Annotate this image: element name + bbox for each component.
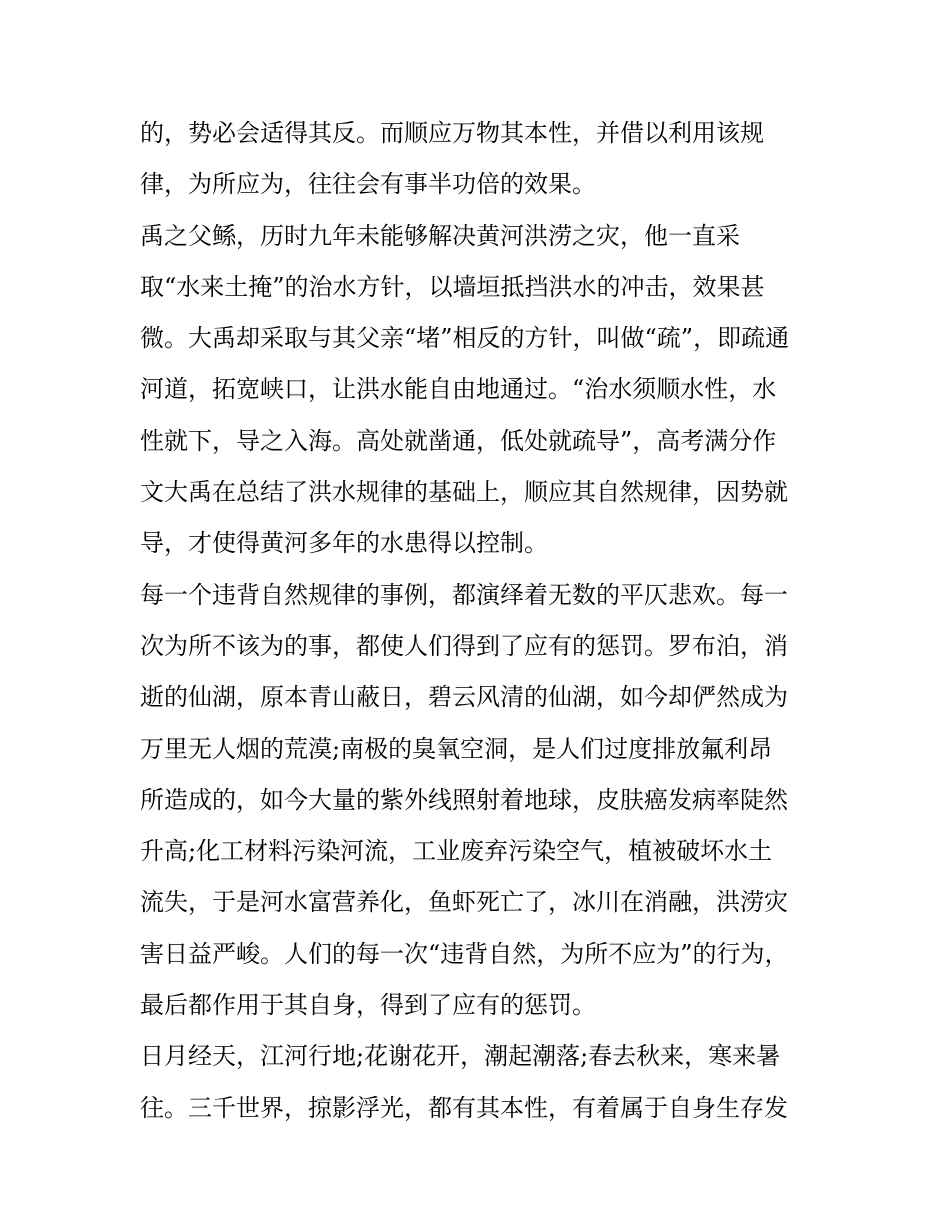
text-line: 往。三千世界，掠影浮光，都有其本性，有着属于自身生存发	[140, 1093, 788, 1122]
text-line: 每一个违背自然规律的事例，都演绎着无数的平仄悲欢。每一	[140, 580, 788, 609]
text-line: 流失，于是河水富营养化，鱼虾死亡了，冰川在消融，洪涝灾	[140, 888, 788, 917]
text-line: 文大禹在总结了洪水规律的基础上，顺应其自然规律，因势就	[140, 478, 788, 507]
text-line: 升高;化工材料污染河流，工业废弃污染空气，植被破坏水土	[140, 837, 773, 866]
text-line: 禹之父鲧，历时九年未能够解决黄河洪涝之灾，他一直采	[140, 221, 740, 250]
text-line: 最后都作用于其自身，得到了应有的惩罚。	[140, 991, 596, 1020]
text-line: 取“水来土掩”的治水方针，以墙垣抵挡洪水的冲击，效果甚	[140, 272, 765, 301]
text-line: 导，才使得黄河多年的水患得以控制。	[140, 529, 548, 558]
text-line: 日月经天，江河行地;花谢花开，潮起潮落;春去秋来，寒来暑	[140, 1042, 781, 1071]
text-line: 害日益严峻。人们的每一次“违背自然，为所不应为”的行为，	[140, 939, 789, 968]
text-line: 次为所不该为的事，都使人们得到了应有的惩罚。罗布泊，消	[140, 631, 788, 660]
text-line: 逝的仙湖，原本青山蔽日，碧云风清的仙湖，如今却俨然成为	[140, 683, 788, 712]
text-line: 性就下，导之入海。高处就凿通，低处就疏导”，高考满分作	[140, 426, 777, 455]
text-line: 律，为所应为，往往会有事半功倍的效果。	[140, 170, 596, 199]
text-line: 的，势必会适得其反。而顺应万物其本性，并借以利用该规	[140, 119, 764, 147]
text-line: 河道，拓宽峡口，让洪水能自由地通过。“治水须顺水性，水	[140, 375, 777, 404]
text-line: 所造成的，如今大量的紫外线照射着地球，皮肤癌发病率陡然	[140, 785, 788, 814]
text-line: 万里无人烟的荒漠;南极的臭氧空洞，是人们过度排放氟利昂	[140, 734, 773, 763]
text-line: 微。大禹却采取与其父亲“堵”相反的方针，叫做“疏”，即疏通	[140, 324, 790, 353]
essay-text	[140, 108, 820, 1134]
